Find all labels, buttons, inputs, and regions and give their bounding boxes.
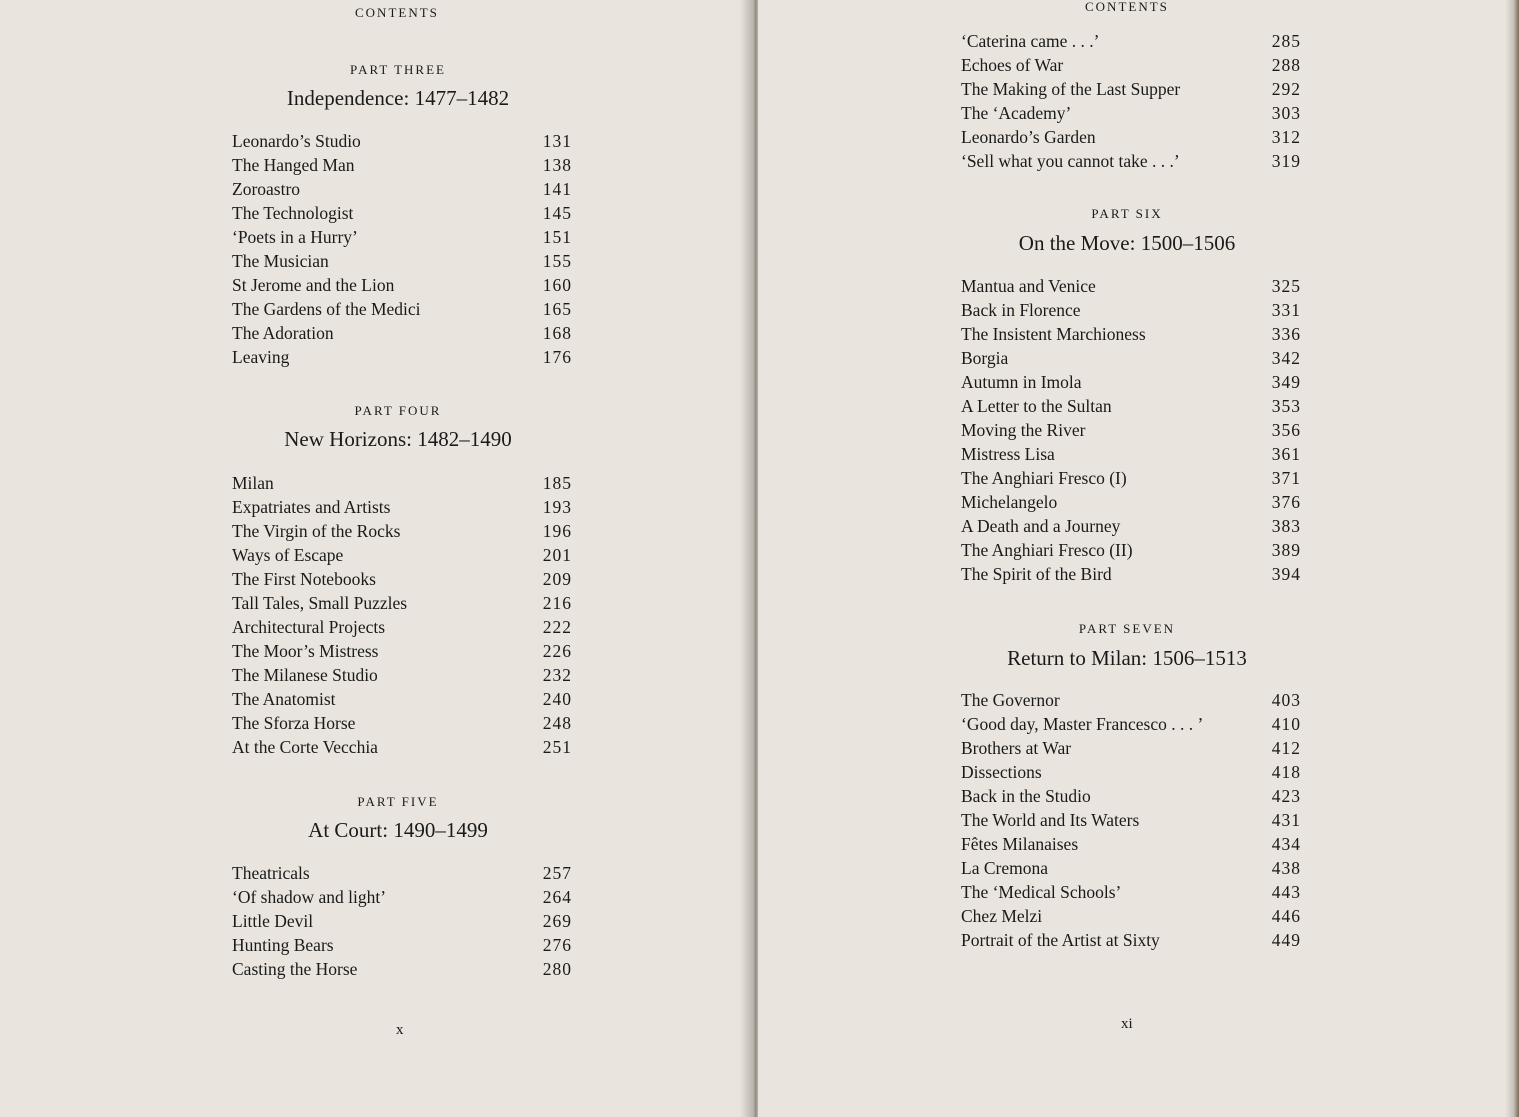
chapter-title: Leaving [232,347,290,367]
chapter-title: ‘Of shadow and light’ [232,887,387,907]
chapter-title: The World and Its Waters [961,810,1140,830]
chapter-list [961,688,1301,952]
chapter-page-number: 371 [1271,468,1301,488]
toc-entry [961,125,1301,149]
chapter-title: Hunting Bears [232,935,334,955]
toc-entry [961,274,1301,298]
chapter-title: Fêtes Milanaises [961,834,1079,854]
toc-entry [232,345,572,369]
toc-entry [961,466,1301,490]
chapter-title: Tall Tales, Small Puzzles [232,593,408,613]
toc-entry [961,688,1301,712]
chapter-title: Expatriates and Artists [232,497,391,517]
chapter-title: Back in Florence [961,300,1081,320]
chapter-page-number: 176 [542,347,572,367]
toc-entry [232,543,572,567]
chapter-page-number: 353 [1271,396,1301,416]
part-title: On the Move: 1500–1506 [1018,231,1236,255]
chapter-title: Zoroastro [232,179,301,199]
chapter-title: The Virgin of the Rocks [232,521,401,541]
chapter-page-number: 138 [542,155,572,175]
toc-entry [961,101,1301,125]
toc-entry [961,808,1301,832]
chapter-page-number: 303 [1271,103,1301,123]
chapter-title: La Cremona [961,858,1048,878]
chapter-list [232,471,572,759]
toc-entry [232,885,572,909]
chapter-title: The Milanese Studio [232,665,378,685]
chapter-title: Echoes of War [961,55,1064,75]
chapter-page-number: 222 [542,617,572,637]
chapter-page-number: 251 [542,737,572,757]
chapter-list [232,861,572,981]
toc-entry [961,394,1301,418]
chapter-page-number: 431 [1271,810,1301,830]
chapter-title: Back in the Studio [961,786,1091,806]
part-label: PART SEVEN [1078,621,1176,636]
toc-entry [232,663,572,687]
chapter-list [232,129,572,369]
chapter-page-number: 446 [1271,906,1301,926]
chapter-page-number: 412 [1271,738,1301,758]
chapter-title: ‘Sell what you cannot take . . .’ [961,151,1180,171]
toc-entry [961,418,1301,442]
chapter-page-number: 325 [1271,276,1301,296]
chapter-title: Mantua and Venice [961,276,1096,296]
chapter-title: The Musician [232,251,329,271]
chapter-page-number: 232 [542,665,572,685]
chapter-page-number: 376 [1271,492,1301,512]
chapter-title: St Jerome and the Lion [232,275,395,295]
chapter-title: Milan [232,473,274,493]
toc-entry [232,273,572,297]
toc-entry [232,297,572,321]
chapter-page-number: 356 [1271,420,1301,440]
part-label: PART THREE [350,62,446,77]
chapter-title: Moving the River [961,420,1086,440]
toc-entry [961,880,1301,904]
toc-entry [961,298,1301,322]
chapter-page-number: 423 [1271,786,1301,806]
page-number: xi [1121,1016,1133,1032]
toc-entry [961,370,1301,394]
toc-entry [232,687,572,711]
toc-entry [232,615,572,639]
toc-entry [232,909,572,933]
toc-entry [961,784,1301,808]
part-title: At Court: 1490–1499 [308,818,488,842]
toc-entry [232,711,572,735]
chapter-page-number: 331 [1271,300,1301,320]
part-title: Return to Milan: 1506–1513 [1007,646,1247,670]
chapter-page-number: 288 [1271,55,1301,75]
chapter-page-number: 209 [542,569,572,589]
part-title: Independence: 1477–1482 [286,86,510,110]
chapter-page-number: 349 [1271,372,1301,392]
chapter-title: A Letter to the Sultan [961,396,1112,416]
toc-entry [961,514,1301,538]
toc-entry [961,29,1301,53]
toc-entry [961,856,1301,880]
chapter-title: The Hanged Man [232,155,355,175]
chapter-title: The Technologist [232,203,354,223]
toc-entry [961,322,1301,346]
page-number: x [396,1022,404,1038]
chapter-page-number: 248 [542,713,572,733]
chapter-page-number: 434 [1271,834,1301,854]
toc-entry [232,861,572,885]
chapter-page-number: 438 [1271,858,1301,878]
chapter-title: The ‘Academy’ [961,103,1072,123]
page-edge [1505,0,1519,1117]
chapter-title: The Anghiari Fresco (I) [961,468,1127,488]
chapter-page-number: 168 [542,323,572,343]
toc-entry [232,129,572,153]
toc-entry [232,567,572,591]
chapter-page-number: 443 [1271,882,1301,902]
chapter-page-number: 240 [542,689,572,709]
chapter-title: The Spirit of the Bird [961,564,1112,584]
part-label: PART SIX [1091,206,1163,221]
chapter-page-number: 285 [1271,31,1301,51]
chapter-title: ‘Good day, Master Francesco . . . ’ [961,714,1204,734]
chapter-title: The Governor [961,690,1060,710]
chapter-page-number: 383 [1271,516,1301,536]
chapter-page-number: 226 [542,641,572,661]
chapter-page-number: 160 [542,275,572,295]
chapter-page-number: 131 [542,131,572,151]
part-label: PART FOUR [354,403,442,418]
chapter-page-number: 342 [1271,348,1301,368]
toc-entry [232,177,572,201]
left-page [0,0,752,1117]
chapter-page-number: 319 [1271,151,1301,171]
chapter-title: Dissections [961,762,1042,782]
chapter-page-number: 257 [542,863,572,883]
running-head: CONTENTS [1085,0,1169,14]
chapter-title: ‘Poets in a Hurry’ [232,227,358,247]
chapter-page-number: 196 [542,521,572,541]
chapter-page-number: 449 [1271,930,1301,950]
toc-entry [961,928,1301,952]
chapter-page-number: 280 [542,959,572,979]
part-label: PART FIVE [357,794,439,809]
toc-entry [232,591,572,615]
toc-entry [232,735,572,759]
chapter-title: Michelangelo [961,492,1058,512]
toc-entry [961,77,1301,101]
chapter-title: Borgia [961,348,1009,368]
toc-entry [232,249,572,273]
toc-entry [232,495,572,519]
chapter-page-number: 269 [542,911,572,931]
chapter-title: Theatricals [232,863,310,883]
chapter-page-number: 410 [1271,714,1301,734]
toc-entry [232,519,572,543]
chapter-page-number: 141 [542,179,572,199]
chapter-page-number: 394 [1271,564,1301,584]
chapter-title: The First Notebooks [232,569,376,589]
chapter-title: The Anatomist [232,689,336,709]
chapter-title: The Making of the Last Supper [961,79,1181,99]
chapter-page-number: 151 [542,227,572,247]
chapter-page-number: 418 [1271,762,1301,782]
toc-entry [961,53,1301,77]
chapter-title: Mistress Lisa [961,444,1055,464]
chapter-title: Brothers at War [961,738,1072,758]
toc-entry [961,760,1301,784]
toc-entry [961,736,1301,760]
chapter-title: Architectural Projects [232,617,386,637]
chapter-title: Ways of Escape [232,545,344,565]
toc-entry [232,321,572,345]
chapter-page-number: 292 [1271,79,1301,99]
chapter-title: The Adoration [232,323,334,343]
chapter-title: Leonardo’s Studio [232,131,361,151]
toc-entry [232,225,572,249]
running-head: CONTENTS [355,5,439,20]
toc-entry [961,712,1301,736]
chapter-title: Casting the Horse [232,959,358,979]
toc-entry [232,957,572,981]
toc-entry [961,149,1301,173]
toc-entry [961,832,1301,856]
chapter-page-number: 193 [542,497,572,517]
chapter-list [961,274,1301,586]
chapter-title: The Insistent Marchioness [961,324,1146,344]
chapter-title: Autumn in Imola [961,372,1082,392]
toc-entry [232,639,572,663]
chapter-page-number: 389 [1271,540,1301,560]
chapter-title: Little Devil [232,911,314,931]
chapter-page-number: 403 [1271,690,1301,710]
part-title: New Horizons: 1482–1490 [284,427,512,451]
chapter-page-number: 336 [1271,324,1301,344]
chapter-title: ‘Caterina came . . .’ [961,31,1100,51]
chapter-title: At the Corte Vecchia [232,737,378,757]
chapter-title: A Death and a Journey [961,516,1121,536]
chapter-page-number: 361 [1271,444,1301,464]
toc-entry [232,201,572,225]
chapter-page-number: 185 [542,473,572,493]
chapter-title: The Sforza Horse [232,713,356,733]
chapter-page-number: 165 [542,299,572,319]
toc-entry [232,153,572,177]
chapter-title: Portrait of the Artist at Sixty [961,930,1160,950]
toc-entry [961,904,1301,928]
chapter-page-number: 155 [542,251,572,271]
chapter-list [961,29,1301,173]
toc-entry [961,490,1301,514]
chapter-page-number: 145 [542,203,572,223]
toc-entry [961,562,1301,586]
right-page [758,0,1513,1117]
toc-entry [961,538,1301,562]
chapter-page-number: 276 [542,935,572,955]
chapter-title: The Anghiari Fresco (II) [961,540,1133,560]
toc-entry [232,471,572,495]
chapter-page-number: 216 [542,593,572,613]
toc-entry [961,346,1301,370]
toc-entry [961,442,1301,466]
chapter-page-number: 201 [542,545,572,565]
chapter-title: The Gardens of the Medici [232,299,421,319]
chapter-title: Leonardo’s Garden [961,127,1096,147]
chapter-title: Chez Melzi [961,906,1043,926]
chapter-page-number: 312 [1271,127,1301,147]
chapter-title: The ‘Medical Schools’ [961,882,1122,902]
chapter-page-number: 264 [542,887,572,907]
chapter-title: The Moor’s Mistress [232,641,379,661]
toc-entry [232,933,572,957]
